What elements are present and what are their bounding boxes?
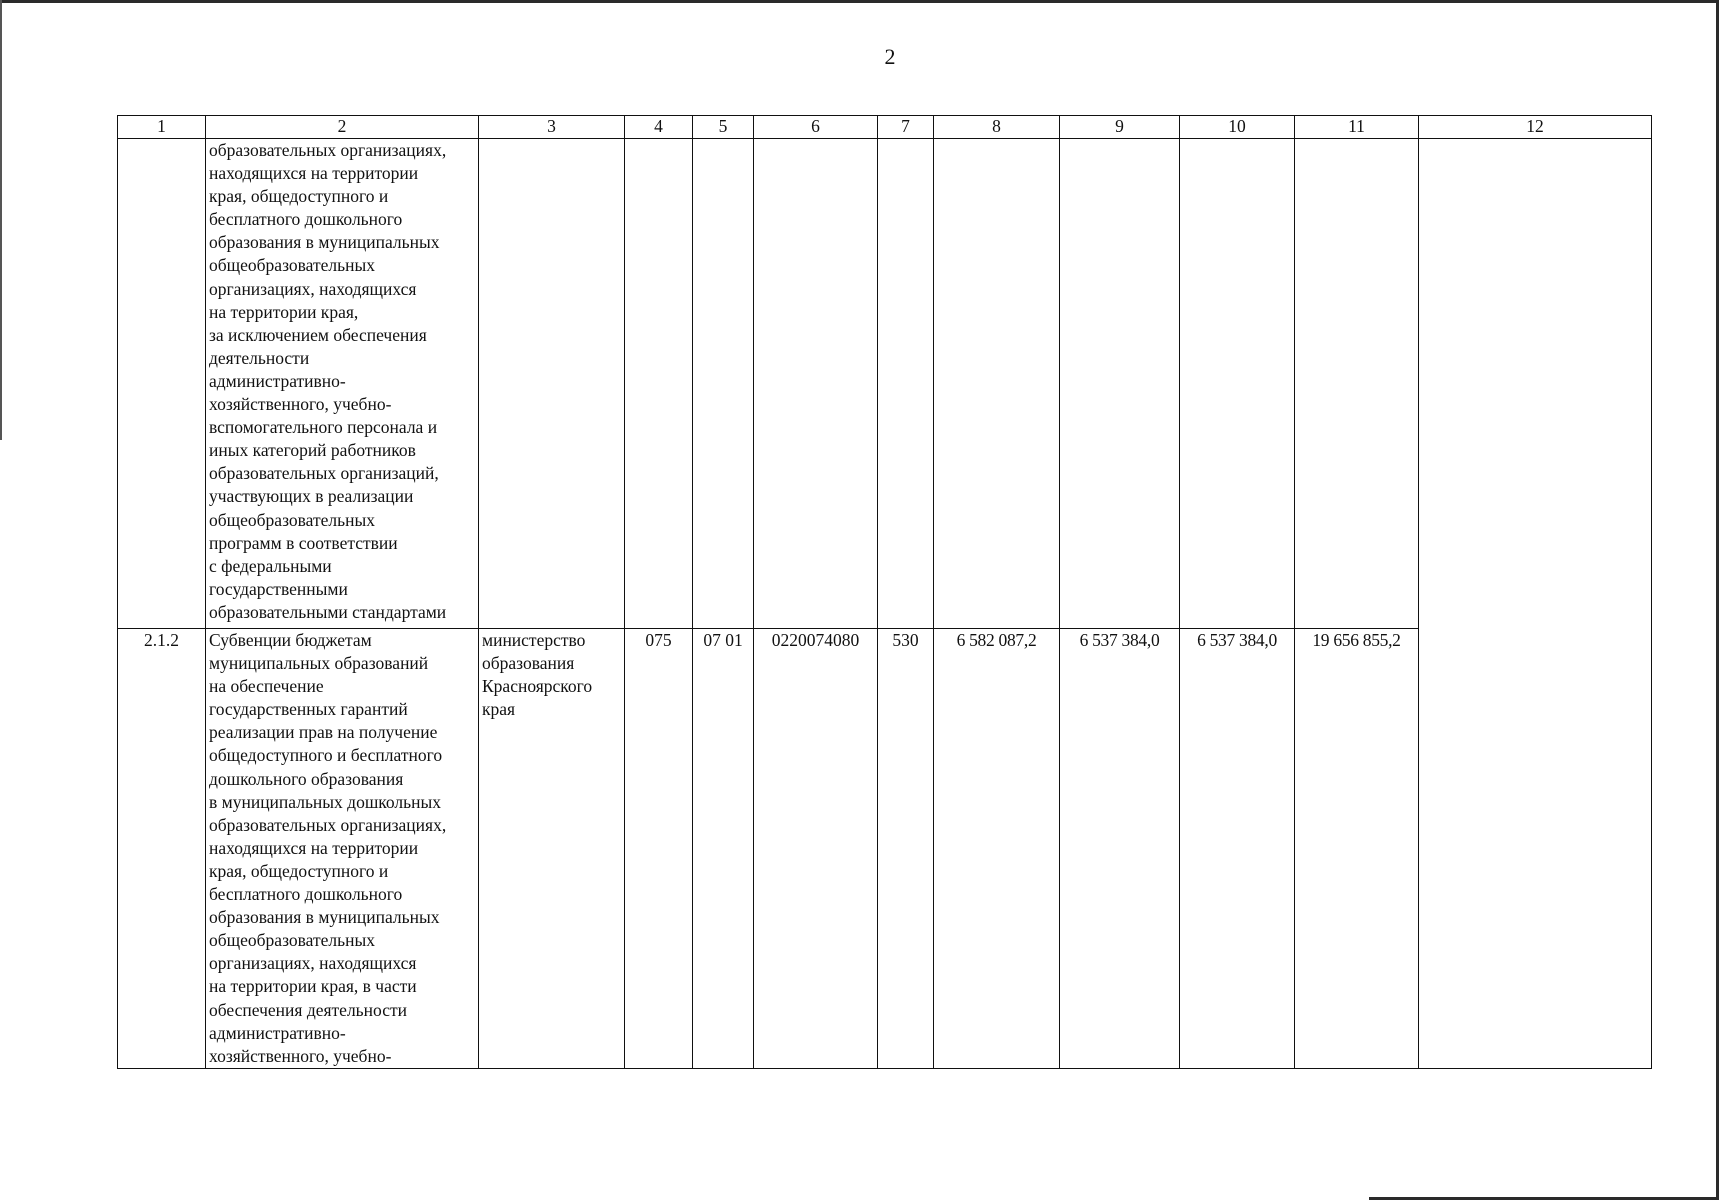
column-header: 3 — [479, 116, 625, 139]
column-header: 10 — [1180, 116, 1295, 139]
text-line: общеобразовательных — [209, 255, 375, 276]
text-line: образовательных организациях, — [209, 814, 447, 835]
text-line: образовательных организаций, — [209, 463, 439, 484]
cell-amount-3: 6 537 384,0 — [1180, 629, 1295, 1069]
cell-name — [206, 629, 479, 1069]
text-line: общеобразовательных — [209, 930, 375, 951]
cell-csr — [754, 139, 878, 629]
text-line: дошкольного образования — [209, 768, 404, 789]
text-line: за исключением обеспечения — [209, 324, 427, 345]
text-line: вспомогательного персонала и — [209, 417, 438, 438]
text-line: организациях, находящихся — [209, 278, 417, 299]
column-header: 5 — [693, 116, 754, 139]
text-line: общедоступного и бесплатного — [209, 745, 443, 766]
text-line: государственных гарантий — [209, 699, 408, 720]
column-header: 12 — [1419, 116, 1652, 139]
text-line: на территории края, в части — [209, 976, 417, 997]
text-line: административно- — [209, 1022, 346, 1043]
page-number: 2 — [884, 44, 896, 69]
text-line: края, общедоступного и — [209, 860, 389, 881]
cell-result — [1419, 139, 1652, 1069]
column-header: 9 — [1060, 116, 1180, 139]
table-header-row — [118, 116, 1652, 139]
cell-rzpr: 07 01 — [693, 629, 754, 1069]
text-line: хозяйственного, учебно- — [209, 1045, 392, 1066]
text-line: образования в муниципальных — [209, 232, 440, 253]
text-line: образовательных организациях, — [209, 140, 447, 160]
text-line: муниципальных образований — [209, 653, 429, 674]
cell-vr — [878, 139, 934, 629]
column-header: 2 — [206, 116, 479, 139]
cell-number: 2.1.2 — [118, 629, 206, 1069]
cell-vr: 530 — [878, 629, 934, 1069]
column-header: 6 — [754, 116, 878, 139]
text-line: образовательными стандартами — [209, 601, 447, 622]
text-line: Красноярского — [482, 676, 593, 697]
text-line: края, общедоступного и — [209, 186, 389, 207]
text-line: реализации прав на получение — [209, 722, 438, 743]
text-line: программ в соответствии — [209, 532, 398, 553]
scan-border-top — [0, 0, 1719, 3]
text-line: на обеспечение — [209, 676, 324, 697]
cell-amount-2: 6 537 384,0 — [1060, 629, 1180, 1069]
text-line: обеспечения деятельности — [209, 999, 407, 1020]
text-line: с федеральными — [209, 555, 332, 576]
text-line: общеобразовательных — [209, 509, 375, 530]
text-line: хозяйственного, учебно- — [209, 394, 392, 415]
text-line: Субвенции бюджетам — [209, 630, 372, 650]
cell-executor — [479, 629, 625, 1069]
text-line: находящихся на территории — [209, 163, 419, 184]
text-line: бесплатного дошкольного — [209, 209, 403, 230]
text-line: бесплатного дошкольного — [209, 884, 403, 905]
cell-amount-2 — [1060, 139, 1180, 629]
text-line: в муниципальных дошкольных — [209, 791, 442, 812]
cell-amount-total: 19 656 855,2 — [1295, 629, 1419, 1069]
cell-grbs — [625, 139, 693, 629]
cell-amount-1 — [934, 139, 1060, 629]
column-header: 4 — [625, 116, 693, 139]
column-header: 8 — [934, 116, 1060, 139]
cell-amount-3 — [1180, 139, 1295, 629]
text-line: государственными — [209, 578, 348, 599]
text-line: края — [482, 699, 516, 720]
column-header: 7 — [878, 116, 934, 139]
text-line: на территории края, — [209, 301, 359, 322]
budget-table — [117, 115, 1652, 1069]
cell-executor — [479, 139, 625, 629]
cell-rzpr — [693, 139, 754, 629]
text-line: министерство — [482, 630, 586, 650]
cell-amount-1: 6 582 087,2 — [934, 629, 1060, 1069]
text-line: деятельности — [209, 347, 310, 368]
cell-grbs: 075 — [625, 629, 693, 1069]
cell-amount-total — [1295, 139, 1419, 629]
column-header: 11 — [1295, 116, 1419, 139]
text-line: участвующих в реализации — [209, 486, 414, 507]
text-line: образования в муниципальных — [209, 907, 440, 928]
cell-number — [118, 139, 206, 629]
table-row-continued — [118, 139, 1652, 629]
text-line: находящихся на территории — [209, 837, 419, 858]
column-header: 1 — [118, 116, 206, 139]
text-line: образования — [482, 653, 575, 674]
text-line: иных категорий работников — [209, 440, 416, 461]
cell-csr: 0220074080 — [754, 629, 878, 1069]
text-line: административно- — [209, 370, 346, 391]
cell-name-continued — [206, 139, 479, 629]
text-line: организациях, находящихся — [209, 953, 417, 974]
